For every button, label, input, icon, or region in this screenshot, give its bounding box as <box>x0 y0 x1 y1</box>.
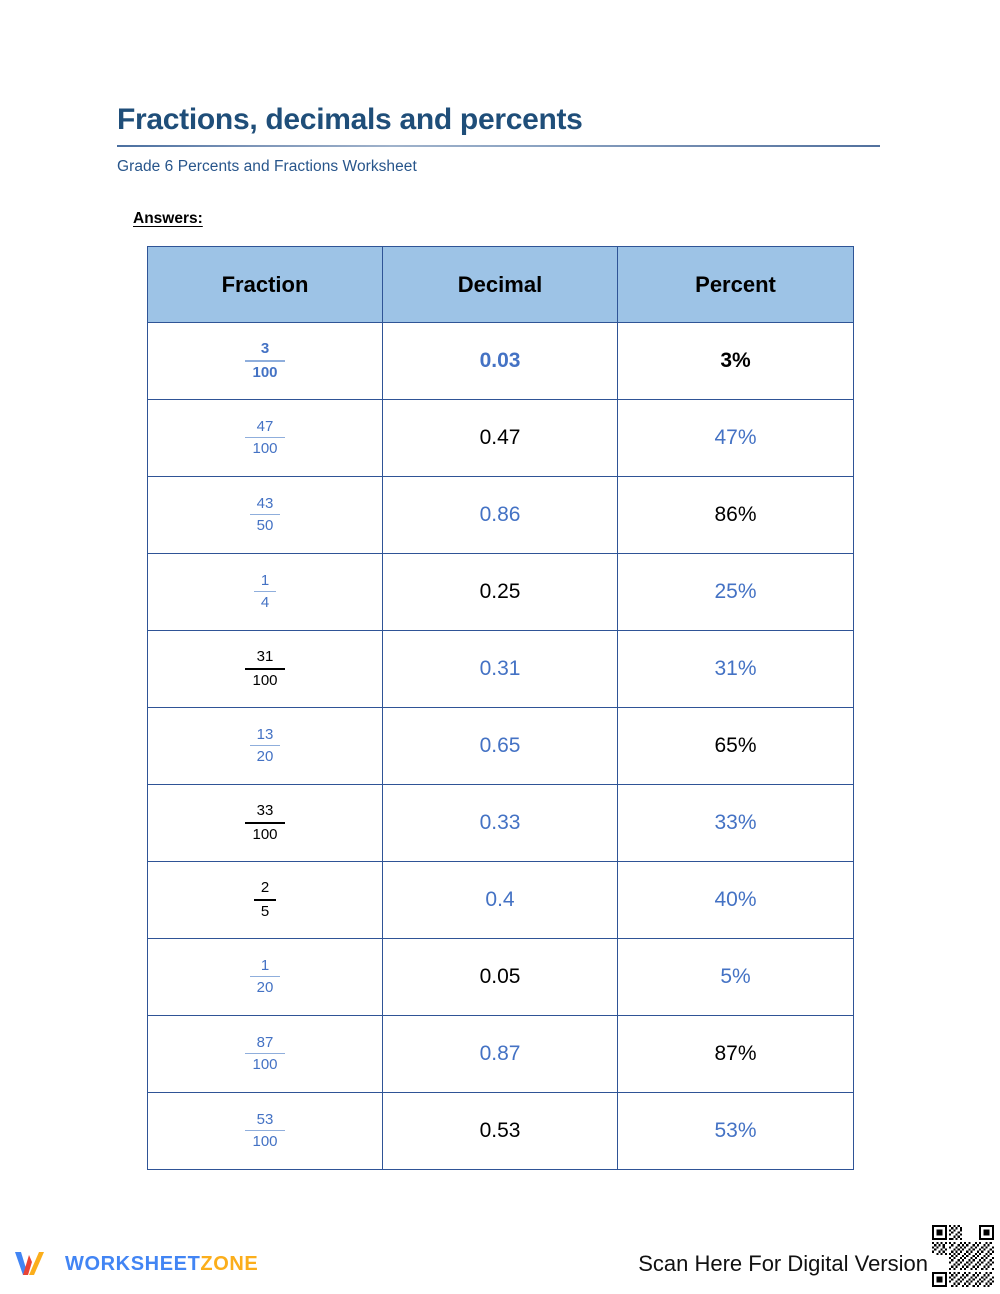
fraction-value <box>254 879 276 920</box>
fraction-bar <box>245 437 284 438</box>
fraction-value <box>254 572 276 613</box>
fraction-bar <box>250 514 281 515</box>
table-row <box>148 631 854 708</box>
cell-fraction <box>148 785 383 862</box>
fraction-value <box>250 957 281 998</box>
cell-decimal <box>383 1093 618 1170</box>
fraction-bar <box>245 822 284 824</box>
percent-value: 65% <box>714 734 757 757</box>
fraction-numerator: 47 <box>256 417 274 435</box>
fraction-denominator: 20 <box>256 748 274 766</box>
cell-decimal <box>383 477 618 554</box>
table-row <box>148 400 854 477</box>
fraction-numerator: 2 <box>260 879 270 897</box>
cell-fraction <box>148 631 383 708</box>
percent-value: 31% <box>714 657 757 680</box>
cell-percent <box>618 554 854 631</box>
table-row <box>148 785 854 862</box>
cell-fraction <box>148 554 383 631</box>
table-row <box>148 1016 854 1093</box>
decimal-value: 0.05 <box>479 965 521 988</box>
fraction-denominator: 5 <box>260 902 270 920</box>
decimal-value: 0.87 <box>479 1042 521 1065</box>
fraction-bar <box>250 745 281 746</box>
percent-value: 53% <box>714 1119 757 1142</box>
cell-percent <box>618 862 854 939</box>
cell-percent <box>618 631 854 708</box>
fraction-value <box>245 1034 284 1075</box>
cell-percent <box>618 1093 854 1170</box>
table-row <box>148 939 854 1016</box>
decimal-value: 0.33 <box>479 811 521 834</box>
column-header-fraction: Fraction <box>148 247 383 323</box>
cell-decimal <box>383 862 618 939</box>
logo-text-worksheet: WORKSHEET <box>65 1252 201 1275</box>
fraction-value <box>245 802 284 843</box>
table-row <box>148 862 854 939</box>
decimal-value: 0.65 <box>479 734 521 757</box>
cell-decimal <box>383 939 618 1016</box>
fraction-numerator: 43 <box>256 494 274 512</box>
fraction-bar <box>250 976 281 977</box>
fraction-bar <box>245 1053 284 1054</box>
logo-text-zone: ZONE <box>200 1252 259 1275</box>
fraction-value <box>245 418 284 459</box>
decimal-value: 0.25 <box>479 580 521 603</box>
percent-value: 47% <box>714 426 757 449</box>
fraction-numerator: 33 <box>256 802 274 820</box>
fraction-denominator: 100 <box>252 1056 278 1074</box>
percent-value: 5% <box>720 965 751 988</box>
cell-fraction <box>148 477 383 554</box>
cell-decimal <box>383 708 618 785</box>
fraction-numerator: 3 <box>260 340 270 358</box>
fraction-numerator: 1 <box>260 571 270 589</box>
fraction-denominator: 20 <box>256 979 274 997</box>
answers-table-wrapper <box>147 246 853 1170</box>
cell-fraction <box>148 400 383 477</box>
fraction-bar <box>254 591 276 592</box>
logo-w-icon <box>12 1249 56 1279</box>
worksheet-zone-logo <box>12 1249 258 1279</box>
fraction-numerator: 31 <box>256 648 274 666</box>
decimal-value: 0.03 <box>479 349 521 372</box>
fraction-bar <box>254 899 276 901</box>
cell-decimal <box>383 631 618 708</box>
column-header-percent: Percent <box>618 247 854 323</box>
cell-percent <box>618 708 854 785</box>
page-footer <box>0 1243 1000 1294</box>
cell-percent <box>618 400 854 477</box>
qr-code-icon[interactable] <box>932 1225 994 1287</box>
fraction-denominator: 100 <box>252 825 278 843</box>
column-header-decimal: Decimal <box>383 247 618 323</box>
fraction-numerator: 53 <box>256 1110 274 1128</box>
fraction-denominator: 50 <box>256 517 274 535</box>
fraction-numerator: 13 <box>256 725 274 743</box>
cell-decimal <box>383 785 618 862</box>
percent-value: 86% <box>714 503 757 526</box>
fraction-denominator: 100 <box>252 363 278 381</box>
cell-percent <box>618 323 854 400</box>
fraction-value <box>250 495 281 536</box>
fraction-numerator: 1 <box>260 956 270 974</box>
percent-value: 40% <box>714 888 757 911</box>
fraction-value <box>250 726 281 767</box>
cell-fraction <box>148 862 383 939</box>
decimal-value: 0.31 <box>479 657 521 680</box>
cell-fraction <box>148 1016 383 1093</box>
page-title: Fractions, decimals and percents <box>117 103 583 136</box>
cell-fraction <box>148 323 383 400</box>
cell-decimal <box>383 400 618 477</box>
scan-instruction-text: Scan Here For Digital Version <box>638 1251 928 1276</box>
cell-fraction <box>148 708 383 785</box>
decimal-value: 0.53 <box>479 1119 521 1142</box>
percent-value: 87% <box>714 1042 757 1065</box>
cell-percent <box>618 785 854 862</box>
table-row <box>148 477 854 554</box>
percent-value: 25% <box>714 580 757 603</box>
cell-decimal <box>383 323 618 400</box>
cell-fraction <box>148 1093 383 1170</box>
page-subtitle: Grade 6 Percents and Fractions Worksheet <box>117 158 417 175</box>
decimal-value: 0.86 <box>479 503 521 526</box>
fraction-value <box>245 648 284 689</box>
fraction-bar <box>245 360 284 362</box>
cell-percent <box>618 939 854 1016</box>
fraction-bar <box>245 1130 284 1131</box>
fraction-denominator: 4 <box>260 594 270 612</box>
table-row <box>148 554 854 631</box>
table-row <box>148 323 854 400</box>
percent-value: 3% <box>720 349 751 372</box>
table-header-row <box>148 247 854 323</box>
fractions-decimals-percents-table <box>147 246 854 1170</box>
percent-value: 33% <box>714 811 757 834</box>
fraction-numerator: 87 <box>256 1033 274 1051</box>
page-header <box>117 103 880 176</box>
table-row <box>148 708 854 785</box>
fraction-value <box>245 1111 284 1152</box>
decimal-value: 0.4 <box>485 888 515 911</box>
fraction-denominator: 100 <box>252 440 278 458</box>
table-row <box>148 1093 854 1170</box>
answers-label: Answers: <box>133 210 203 227</box>
cell-percent <box>618 1016 854 1093</box>
table-body <box>148 323 854 1170</box>
cell-decimal <box>383 1016 618 1093</box>
decimal-value: 0.47 <box>479 426 521 449</box>
title-divider <box>117 145 880 147</box>
cell-fraction <box>148 939 383 1016</box>
cell-percent <box>618 477 854 554</box>
logo-wordmark <box>65 1253 258 1276</box>
fraction-denominator: 100 <box>252 1133 278 1151</box>
fraction-bar <box>245 668 284 670</box>
fraction-denominator: 100 <box>252 671 278 689</box>
cell-decimal <box>383 554 618 631</box>
fraction-value <box>245 340 284 382</box>
